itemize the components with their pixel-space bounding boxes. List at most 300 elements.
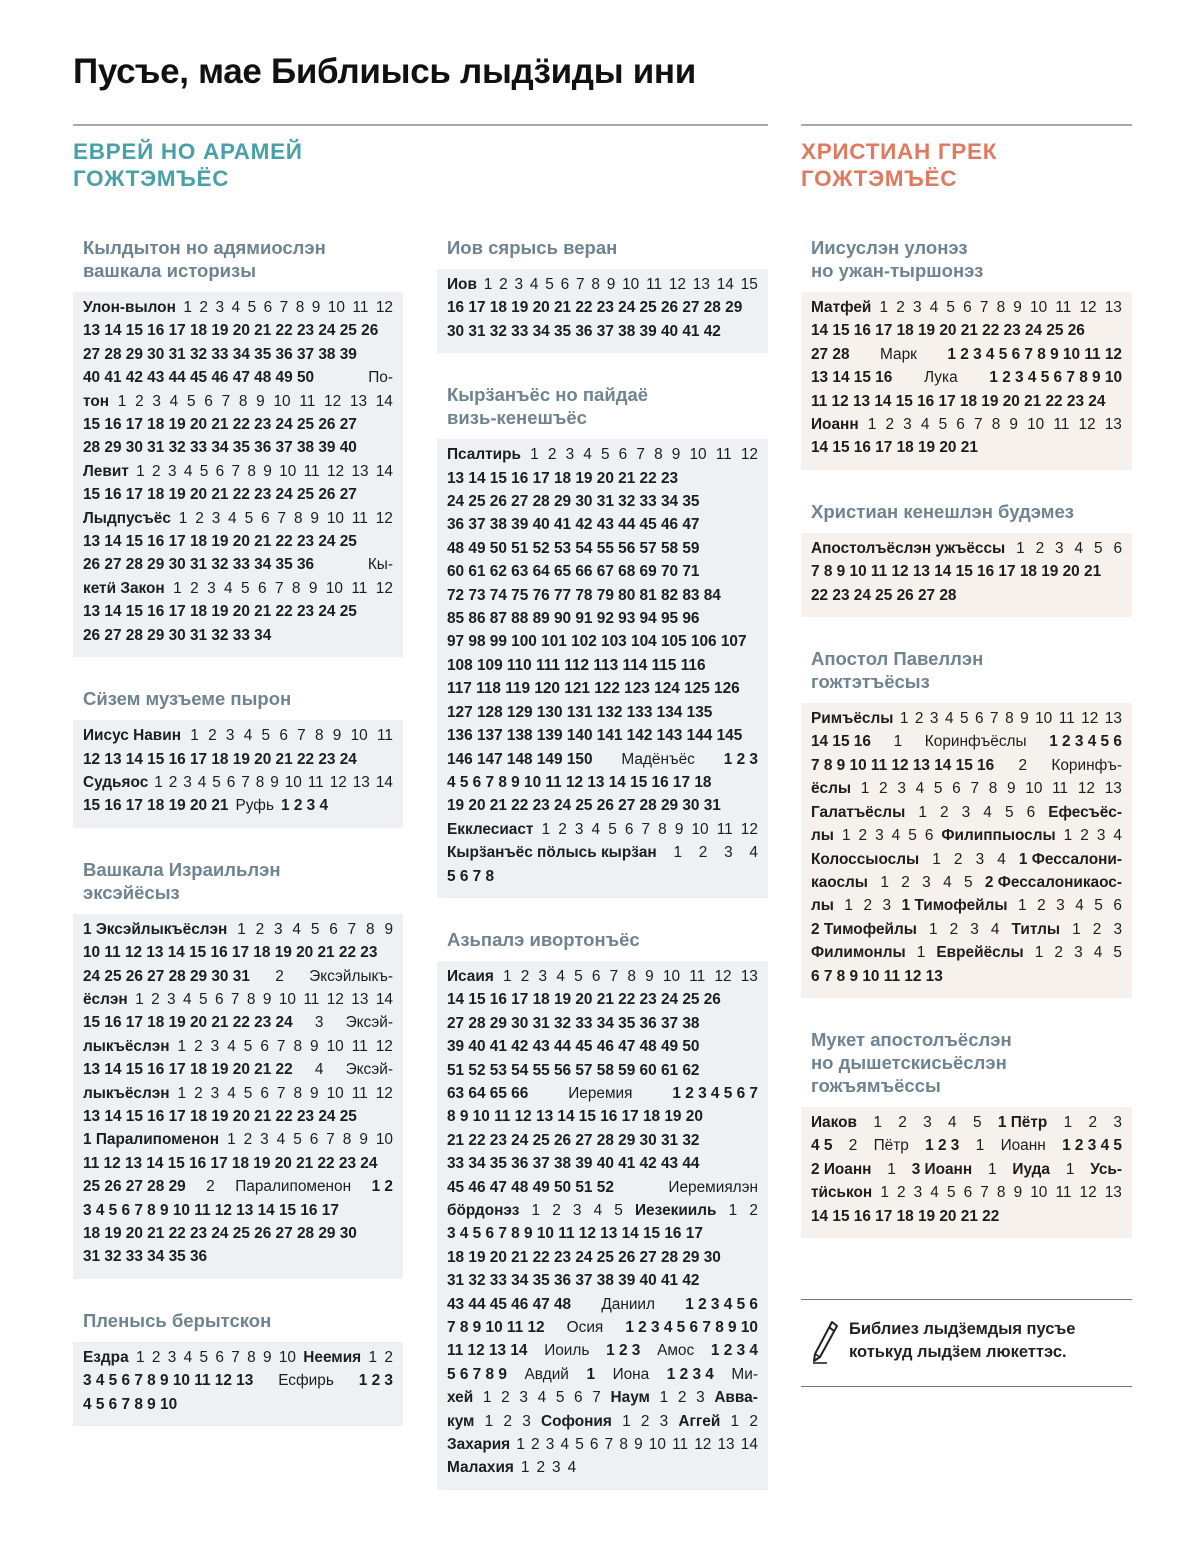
chapter-number: 13 (692, 276, 710, 293)
book-name: 6 7 8 9 10 11 12 13 (811, 967, 943, 985)
chapter-number: 5 (608, 820, 617, 838)
chapter-number: 2 (896, 1184, 906, 1202)
chapter-number: 4 (1093, 944, 1103, 962)
chapter-number: 1 (1018, 897, 1027, 915)
chapter-number: 4 (944, 710, 954, 728)
chapter-number: 3 (538, 967, 548, 985)
chapter-number: 2 (953, 850, 963, 868)
chapter-number: 13 (351, 462, 369, 480)
chapter-number: 4 (556, 967, 565, 985)
book-name: 33 34 35 36 37 38 39 40 41 42 43 44 (447, 1155, 700, 1173)
chapter-number: 12 (375, 299, 393, 316)
chapter-row (811, 894, 1122, 917)
book-name: Иов (447, 276, 477, 293)
book-name: 1 Эксэйлыкъёслэн (83, 920, 228, 938)
chapter-row (447, 841, 758, 864)
greek-column (801, 236, 1132, 1268)
chapter-row (447, 1339, 758, 1362)
chapter-number: 1 (530, 446, 539, 464)
chapter-number: 6 (260, 1084, 269, 1102)
book-name: каослы (811, 873, 868, 891)
chapter-number: 7 (604, 1436, 614, 1454)
chapter-number: 9 (263, 462, 272, 480)
chapter-number: 11 (646, 276, 663, 293)
chapter-number: 2 (949, 920, 959, 938)
section-title-line: Иов сярысь веран (447, 237, 618, 258)
book-name: 1 Паралипоменон (83, 1131, 220, 1149)
chapter-row (83, 988, 393, 1011)
chapter-number: 6 (279, 727, 288, 745)
hebrew-section (73, 1309, 403, 1426)
book-name: 3 4 5 6 7 8 9 10 11 12 13 14 15 16 17 (447, 1225, 703, 1243)
chapter-number: 2 (901, 873, 910, 891)
chapter-number: 2 (749, 1412, 758, 1430)
chapter-number: 3 (314, 1014, 324, 1032)
chapter-number: 4 (243, 727, 253, 745)
chapter-number: 1 (918, 803, 927, 821)
chapter-row (447, 677, 758, 700)
chapter-number: 5 (212, 773, 221, 791)
chapter-number: 10 (1027, 416, 1045, 434)
chapter-row (447, 630, 758, 653)
chapter-row (83, 771, 393, 794)
chapter-number: 13 (1104, 1184, 1122, 1202)
chapter-number: 9 (671, 446, 681, 464)
chapter-number: 2 (547, 446, 557, 464)
chapter-number: 9 (1020, 710, 1029, 728)
chapter-number: 15 (740, 276, 758, 293)
chapter-number: 8 (238, 392, 248, 410)
chapter-number: 7 (230, 990, 240, 1008)
chapter-row (83, 577, 393, 600)
book-name: Римъёслы (811, 710, 894, 728)
greek-part-title (801, 138, 997, 192)
chapter-number: 9 (310, 1037, 319, 1055)
chapter-number: 4 (593, 1202, 603, 1219)
chapter-number: 12 (694, 1436, 712, 1454)
chapter-number: 12 (714, 967, 732, 985)
book-name: Ездра (83, 1348, 129, 1366)
book-name: Аггей (678, 1412, 721, 1430)
book-name: 7 8 9 10 11 12 13 14 15 16 (811, 756, 995, 774)
book-name: Неемия (303, 1348, 362, 1366)
section-title-line: визь-кенешъёс (447, 407, 587, 429)
chapter-number: 7 (576, 276, 585, 293)
book-name: Исаия (447, 967, 494, 985)
chapter-number: 3 (514, 276, 524, 293)
chapter-number: 14 (375, 392, 393, 410)
chapter-number: 12 (326, 462, 345, 480)
chapter-number: 1 (1034, 944, 1044, 962)
chapter-number: 3 (183, 773, 192, 791)
chapter-number: 4 (948, 1113, 957, 1131)
book-name: Судьяос (83, 773, 149, 791)
chapter-number: 10 (375, 1131, 393, 1149)
section-title-line: Кылдытон но адямиослэн (83, 237, 326, 258)
chapter-number: 5 (946, 1184, 956, 1202)
chapter-number: 9 (1013, 299, 1022, 316)
chapter-number: 8 (654, 446, 663, 464)
book-name: тон (83, 392, 110, 410)
chapter-number: 12 (740, 446, 758, 464)
chapter-number: 7 (221, 392, 231, 410)
chapter-number: 8 (996, 1184, 1006, 1202)
chapter-number: 8 (619, 1436, 628, 1454)
book-name: Иуда (1012, 1160, 1050, 1178)
reading-note-text (849, 1318, 1075, 1364)
chapter-row (447, 1035, 758, 1058)
chapter-number: 6 (624, 820, 634, 838)
chapter-row (83, 1035, 393, 1058)
book-name: 31 32 33 34 35 36 (83, 1248, 208, 1266)
chapter-number: 10 (691, 820, 709, 838)
chapter-number: 5 (261, 727, 271, 745)
book-name: Иезекииль (635, 1202, 717, 1219)
chapter-number: 2 (749, 1202, 758, 1219)
chapter-number: 2 (255, 920, 265, 938)
book-name: бӧрдонэз (447, 1202, 520, 1219)
chapter-number: 3 (1096, 827, 1106, 845)
chapter-number: 2 (1037, 897, 1046, 915)
chapter-number: Эксэй- (345, 1014, 393, 1032)
chapter-number: 2 (1054, 944, 1063, 962)
chapter-row (447, 1105, 758, 1128)
chapter-number: 4 (915, 780, 925, 798)
chapter-number: 4 (276, 1131, 286, 1149)
chapter-number: 10 (648, 1436, 666, 1454)
chapter-number: 14 (716, 276, 734, 293)
chapter-number: 5 (946, 299, 955, 316)
book-name: Апостолъёслэн ужъёссы (811, 539, 1006, 557)
chapter-number: 6 (204, 392, 213, 410)
book-name: 1 (586, 1365, 596, 1383)
chapter-number: 13 (1104, 299, 1122, 316)
section-title-line: Пленысь берытскон (83, 1309, 272, 1331)
chapter-row (811, 777, 1122, 800)
book-name: Иоанн (811, 416, 859, 434)
chapter-row (447, 467, 758, 490)
book-name: 31 32 33 34 35 36 37 38 39 40 41 42 (447, 1272, 700, 1290)
chapter-number: 8 (991, 416, 1001, 434)
chapter-number: 1 (368, 1348, 378, 1366)
chapter-number: 11 (1052, 780, 1069, 798)
chapter-number: 10 (662, 967, 681, 985)
book-name: кум (447, 1412, 475, 1430)
chapter-number: 11 (689, 967, 706, 985)
chapter-number: 8 (295, 299, 305, 316)
chapter-row (447, 320, 758, 343)
book-name: Титлы (1011, 920, 1061, 938)
chapter-row (447, 654, 758, 677)
book-name: 1 2 3 (925, 1137, 960, 1155)
chapter-number: 4 (749, 844, 758, 862)
chapter-number: 1 (516, 1436, 525, 1454)
chapter-number: 10 (278, 990, 296, 1008)
chapter-number: 2 (698, 844, 708, 862)
chapter-number: 12 (375, 1037, 393, 1055)
chapter-number: 5 (972, 1113, 982, 1131)
book-name: Псалтирь (447, 446, 522, 464)
chapter-number: 3 (215, 299, 225, 316)
chapter-number: 10 (278, 1348, 296, 1366)
chapter-number: Ми- (731, 1365, 758, 1383)
chapter-number: 6 (214, 990, 224, 1008)
chapter-number: 3 (897, 780, 906, 798)
chapter-row (447, 1012, 758, 1035)
chapter-number: 2 (208, 727, 217, 745)
chapter-number: 10 (622, 276, 640, 293)
book-name: 15 16 17 18 19 20 21 22 23 24 25 26 27 (83, 486, 357, 504)
chapter-number: 9 (606, 276, 616, 293)
book-name: 40 41 42 43 44 45 46 47 48 49 50 (83, 369, 315, 387)
chapter-number: 6 (963, 1184, 973, 1202)
chapter-number: 2 (152, 462, 161, 480)
chapter-number: 5 (243, 1037, 253, 1055)
section-title (801, 647, 1132, 693)
book-name: 13 14 15 16 17 18 19 20 21 22 (83, 1061, 293, 1079)
book-name: 1 2 3 4 5 6 7 8 9 10 11 12 (947, 345, 1122, 363)
book-name: Левит (83, 462, 129, 480)
book-name: 4 5 (811, 1137, 833, 1155)
chapter-number: 1 (879, 299, 889, 316)
chapter-number: 2 (1092, 920, 1102, 938)
hebrew-column-1 (73, 236, 403, 1456)
chapter-number: 4 (224, 579, 233, 597)
book-name: 3 4 5 6 7 8 9 10 11 12 13 14 15 16 17 (83, 1201, 339, 1219)
book-name: 1 Тимофейлы (901, 897, 1008, 915)
chapter-row (447, 1152, 758, 1175)
chapter-number: 6 (591, 967, 601, 985)
chapter-number: 5 (933, 780, 943, 798)
chapter-row (83, 724, 393, 747)
chapter-number: 4 (567, 1459, 577, 1477)
book-name: 108 109 110 111 112 113 114 115 116 (447, 656, 706, 674)
chapter-number: 5 (908, 827, 917, 845)
chapter-row (83, 1245, 393, 1268)
chapter-number: 2 (863, 897, 873, 915)
chapter-number: 1 (893, 733, 903, 751)
chapter-number: 8 (996, 299, 1006, 316)
chapter-number: 2 (206, 1178, 215, 1196)
chapter-row (447, 1129, 758, 1152)
chapter-number: 11 (351, 579, 368, 597)
chapter-row (447, 1293, 758, 1316)
chapter-number: 2 (499, 276, 508, 293)
chapter-number: 4 (591, 820, 601, 838)
greek-top-rule (801, 124, 1132, 126)
book-name: 1 2 3 4 5 (1062, 1137, 1122, 1155)
chapter-number: 1 (730, 1412, 740, 1430)
chapter-number: 3 (922, 873, 931, 891)
chapter-number: 9 (332, 727, 342, 745)
chapter-row (447, 537, 758, 560)
chapter-number: 12 (1077, 780, 1095, 798)
chapter-row (83, 319, 393, 342)
chapter-number: 2 (520, 967, 530, 985)
hebrew-part-title (73, 138, 303, 192)
chapter-number: 1 (173, 579, 182, 597)
chapter-number: 1 (1072, 920, 1081, 938)
chapter-number: Коринфъ- (1051, 756, 1122, 774)
chapter-number: 2 (503, 1412, 512, 1430)
chapter-number: 9 (256, 392, 265, 410)
chapter-number: 7 (641, 820, 651, 838)
chapter-number: 4 (183, 1348, 193, 1366)
book-name: Наум (610, 1389, 650, 1407)
book-name: 2 Тимофейлы (811, 920, 917, 938)
chapter-number: 2 (677, 1389, 687, 1407)
book-name: 1 2 3 4 5 6 7 (672, 1084, 758, 1102)
chapter-number: 3 (552, 1459, 561, 1477)
chapter-number: 8 (247, 462, 256, 480)
chapter-number: 12 (668, 276, 686, 293)
book-name: 13 14 15 16 17 18 19 20 21 22 23 24 25 (83, 533, 357, 551)
chapter-number: 2 (885, 416, 895, 434)
chapter-number: 1 (503, 967, 512, 985)
chapter-row (447, 1246, 758, 1269)
book-name: 27 28 29 30 31 32 33 34 35 36 37 38 39 (83, 345, 357, 363)
book-name: лыкъёслэн (83, 1037, 170, 1055)
chapter-number: Иеремиялэн (668, 1178, 758, 1196)
chapter-number: 4 (169, 392, 179, 410)
chapter-number: 4 (183, 990, 192, 1008)
chapter-number: 4 (1113, 827, 1122, 845)
chapter-number: 3 (225, 727, 235, 745)
hebrew-section (437, 383, 768, 898)
section-title-line: но дышетскисьёслэн (811, 1051, 1007, 1073)
chapter-number: 1 (190, 727, 199, 745)
chapter-number: 7 (973, 416, 983, 434)
chapter-row (83, 507, 393, 530)
chapter-number: 1 (135, 990, 144, 1008)
section-title (437, 383, 768, 429)
reading-note-line: Библиез лыдӟемдыя пусъе (849, 1320, 1076, 1338)
chapter-number: 5 (575, 1436, 584, 1454)
chapter-row (447, 1082, 758, 1105)
chapter-number: 4 (560, 1436, 570, 1454)
section-title (73, 236, 403, 282)
chapter-number: 1 (622, 1412, 631, 1430)
chapter-row (447, 607, 758, 630)
book-name: 28 29 30 31 32 33 34 35 36 37 38 39 40 (83, 439, 357, 457)
chapter-number: 8 (366, 920, 375, 938)
chapter-number: Паралипоменон (235, 1178, 352, 1196)
chapter-number: 3 (565, 446, 575, 464)
section-title-line: Апостол Павеллэн (811, 648, 984, 670)
chapter-number: 6 (257, 579, 267, 597)
chapter-number: 3 (923, 1113, 932, 1131)
chapter-number: 9 (359, 1131, 368, 1149)
chapter-number: 10 (273, 392, 291, 410)
book-name: 26 27 28 29 30 31 32 33 34 (83, 626, 272, 644)
book-name: 21 22 23 24 25 26 27 28 29 30 31 32 (447, 1131, 700, 1149)
chapter-number: 10 (689, 446, 707, 464)
chapter-row (83, 1199, 393, 1222)
chapter-number: 4 (1075, 897, 1084, 915)
chapter-number: 13 (717, 1436, 735, 1454)
chapter-number: 8 (342, 1131, 352, 1149)
chapter-row (811, 1111, 1122, 1134)
book-name: ёслэн (83, 990, 128, 1008)
chapter-number: 10 (284, 773, 302, 791)
chapter-row (83, 941, 393, 964)
chapter-number: 12 (375, 579, 393, 597)
chapter-number: 7 (274, 579, 284, 597)
chapter-number: 8 (291, 579, 301, 597)
chapter-number: Иеремия (568, 1084, 633, 1102)
pencil-icon (811, 1320, 839, 1369)
chapter-number: 9 (674, 820, 684, 838)
chapter-number: По- (368, 369, 393, 387)
chapter-number: 7 (636, 446, 645, 464)
chapter-number: 5 (186, 392, 196, 410)
chapter-number: 3 (167, 462, 177, 480)
book-name: Усь- (1090, 1160, 1122, 1178)
chapter-row (83, 1082, 393, 1105)
chapter-number: 11 (303, 990, 320, 1008)
chapter-number: Эксэйлыкъ- (309, 967, 393, 985)
chapter-number: 2 (914, 710, 924, 728)
chapter-row (447, 1433, 758, 1456)
chapter-number: 2 (194, 1037, 203, 1055)
chapter-number: 7 (276, 1084, 286, 1102)
chapter-number: 3 (545, 1436, 555, 1454)
chapter-number: 4 (537, 1389, 547, 1407)
chapter-number: 7 (241, 773, 250, 791)
chapter-number: 3 (519, 1389, 528, 1407)
book-name: 14 15 16 (811, 733, 871, 751)
chapter-number: 2 (552, 1202, 561, 1219)
book-name: 1 Фессалони- (1018, 850, 1122, 868)
book-name: 5 6 7 8 (447, 867, 495, 885)
book-name: Колоссыослы (811, 850, 920, 868)
chapter-number: 12 (324, 392, 342, 410)
chapter-number: 1 (483, 276, 493, 293)
book-name: Захария (447, 1436, 511, 1454)
chapter-number: 2 (168, 773, 178, 791)
chapter-number: 6 (260, 1037, 269, 1055)
reading-note-line: котькуд лыдӟем люкеттэс. (849, 1343, 1067, 1361)
chapter-row (811, 824, 1122, 847)
section-title-line: эксэйёсыз (83, 881, 180, 903)
book-name: 51 52 53 54 55 56 57 58 59 60 61 62 (447, 1061, 700, 1079)
book-name: 15 16 17 18 19 20 21 (83, 797, 229, 815)
chapter-number: 13 (1104, 780, 1122, 798)
chapter-number: 9 (262, 1348, 272, 1366)
chapter-number: 7 (231, 1348, 240, 1366)
chapter-number: 1 (899, 710, 909, 728)
chapter-number: 1 (154, 773, 163, 791)
chapter-number: 3 (211, 509, 221, 527)
chapter-number: 5 (243, 1084, 253, 1102)
chapter-list (437, 269, 768, 353)
book-name: 1 2 3 4 5 6 (685, 1295, 758, 1313)
chapter-row (447, 443, 758, 466)
chapter-number: 14 (375, 990, 393, 1008)
chapter-row (811, 871, 1122, 894)
chapter-number: 12 (329, 773, 347, 791)
chapter-number: 4 (891, 827, 901, 845)
chapter-row (83, 748, 393, 771)
chapter-list (73, 1342, 403, 1426)
chapter-number: 1 (1065, 1160, 1075, 1178)
chapter-number: 2 (384, 1348, 393, 1366)
chapter-row (83, 1152, 393, 1175)
chapter-number: Эксэй- (345, 1061, 393, 1079)
chapter-number: 12 (375, 1084, 393, 1102)
chapter-row (447, 1059, 758, 1082)
chapter-number: 6 (963, 299, 972, 316)
